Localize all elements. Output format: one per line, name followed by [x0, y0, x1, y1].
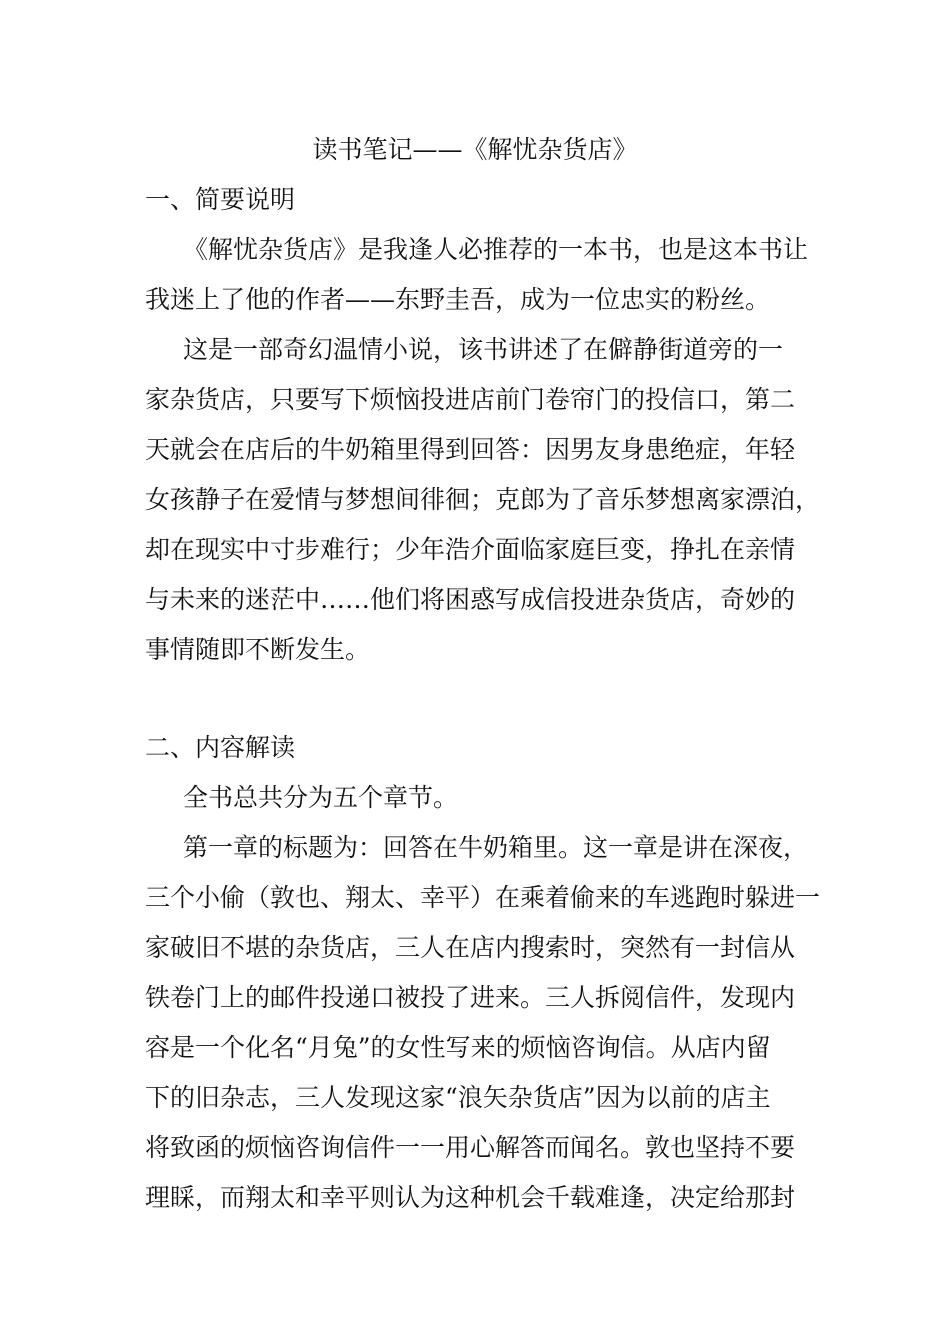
paragraph-line: 三个小偷（敦也、翔太、幸平）在乘着偷来的车逃跑时躲进一	[145, 883, 821, 912]
document-title: 读书笔记——《解忧杂货店》	[312, 135, 638, 164]
paragraph-line: 家杂货店，只要写下烦恼投进店前门卷帘门的投信口，第二	[145, 385, 796, 414]
section-heading-content: 二、内容解读	[145, 733, 296, 762]
paragraph-line: 将致函的烦恼咨询信件一一用心解答而闻名。敦也坚持不要	[145, 1133, 796, 1162]
paragraph-line: 理睬，而翔太和幸平则认为这种机会千载难逢，决定给那封	[145, 1183, 796, 1212]
paragraph-line: 天就会在店后的牛奶箱里得到回答：因男友身患绝症，年轻	[145, 435, 796, 464]
paragraph-line: 家破旧不堪的杂货店，三人在店内搜索时，突然有一封信从	[145, 933, 796, 962]
paragraph-line: 容是一个化名“月兔”的女性写来的烦恼咨询信。从店内留	[145, 1033, 771, 1062]
paragraph-line: 《解忧杂货店》是我逢人必推荐的一本书，也是这本书让	[183, 235, 809, 264]
paragraph-line: 与未来的迷茫中……他们将困惑写成信投进杂货店，奇妙的	[145, 585, 796, 614]
paragraph-line: 却在现实中寸步难行；少年浩介面临家庭巨变，挣扎在亲情	[145, 535, 796, 564]
paragraph-line: 这是一部奇幻温情小说，该书讲述了在僻静街道旁的一	[183, 335, 784, 364]
paragraph-line: 女孩静子在爱情与梦想间徘徊；克郎为了音乐梦想离家漂泊，	[145, 485, 821, 514]
paragraph-line: 事情随即不断发生。	[145, 635, 371, 664]
paragraph-line: 铁卷门上的邮件投递口被投了进来。三人拆阅信件，发现内	[145, 983, 796, 1012]
paragraph-line: 第一章的标题为：回答在牛奶箱里。这一章是讲在深夜，	[183, 833, 809, 862]
paragraph-line: 我迷上了他的作者——东野圭吾，成为一位忠实的粉丝。	[145, 285, 771, 314]
paragraph-line: 全书总共分为五个章节。	[183, 783, 459, 812]
section-heading-summary: 一、简要说明	[145, 185, 296, 214]
paragraph-line: 下的旧杂志，三人发现这家“浪矢杂货店”因为以前的店主	[145, 1083, 771, 1112]
